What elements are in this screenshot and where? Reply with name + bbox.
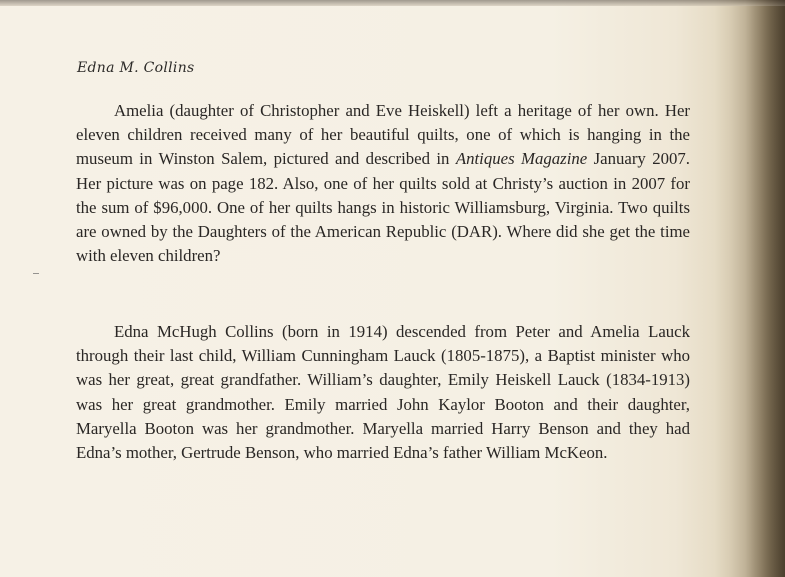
paragraph-1-text-end: January 2007. Her picture was on page 182. Also, one of her quilts sold at Christy’s auction in 2007 for the sum of $96,000. One of her quilts hangs in historic Williamsburg, Virginia. Two quilts are owned by the Daughters of the American Republic (DAR). Where did she get the time with eleven children? bbox=[76, 149, 691, 266]
paragraph-edna-lineage: Edna McHugh Collins (born in 1914) descended from Peter and Amelia Lauck through their last child, William Cunningham Lauck (1805-1875), a Baptist minister who was her great, great grandfather. William’s daughter, Emily Heiskell Lauck (1834-1913) was her great grandmother. Emily married John Kaylor Booton and their daughter, Maryella Booton was her grandmother. Maryella married Harry Benson and they had Edna’s mother, Gertrude Benson, who married Edna’s father William McKeon. bbox=[76, 322, 690, 463]
book-gutter-shadow bbox=[745, 0, 785, 577]
top-edge-shadow bbox=[0, 0, 785, 6]
magazine-title: Antiques Magazine bbox=[455, 149, 588, 169]
margin-mark bbox=[33, 273, 39, 274]
paragraph-1-text-start: Amelia (daughter of Christopher and Eve Heiskell) left a heritage of her own. Her eleven children received many of her beautiful quilts, one of which is hanging in the museum in Winston Salem, pictured and described in bbox=[76, 101, 690, 169]
author-byline: Edna M. Collins bbox=[77, 60, 195, 76]
paragraph-amelia-heritage bbox=[76, 99, 690, 268]
